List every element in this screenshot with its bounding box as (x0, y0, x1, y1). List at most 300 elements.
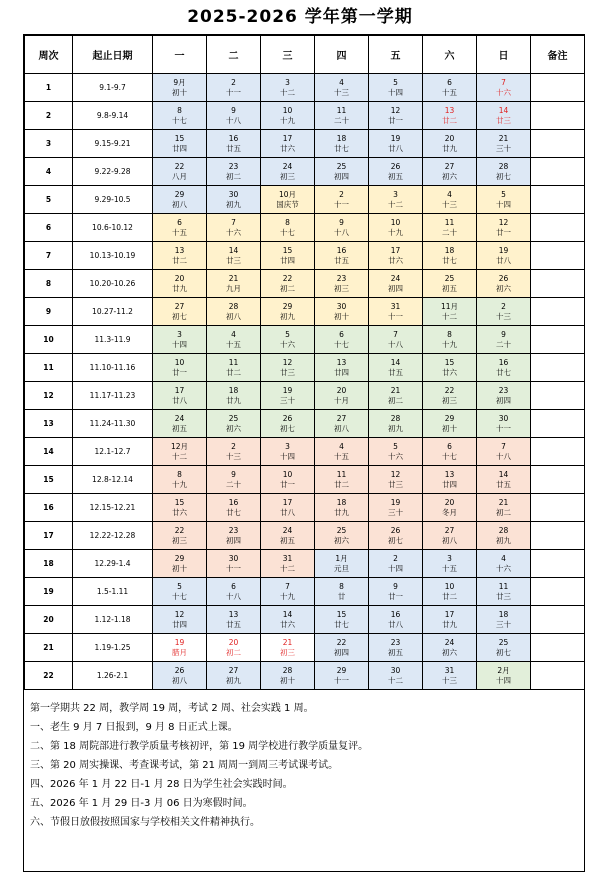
day-date: 29 (174, 189, 185, 199)
day-lunar: 初四 (388, 283, 403, 293)
calendar-body (25, 74, 585, 690)
day-date: 9 (231, 469, 236, 479)
day-date: 4 (339, 77, 344, 87)
day-date: 9月 (173, 77, 186, 87)
day-date: 21 (228, 273, 239, 283)
week-row (25, 550, 585, 578)
remarks-cell (531, 578, 585, 606)
day-lunar: 廿三 (388, 479, 403, 489)
header-sun: 日 (477, 36, 531, 74)
remarks-cell (531, 354, 585, 382)
day-lunar: 十九 (280, 115, 295, 125)
day-lunar: 廿四 (334, 367, 349, 377)
week-number: 4 (25, 158, 73, 186)
day-date: 19 (498, 245, 509, 255)
day-lunar: 十一 (226, 87, 241, 97)
day-date: 26 (390, 161, 401, 171)
day-lunar: 十八 (226, 591, 241, 601)
day-date: 7 (285, 581, 290, 591)
day-lunar: 十五 (226, 339, 241, 349)
day-cell (315, 74, 369, 102)
note-line: 一、老生 9 月 7 日报到，9 月 8 日正式上课。 (30, 722, 238, 733)
day-cell (261, 578, 315, 606)
day-lunar: 十二 (388, 199, 403, 209)
day-lunar: 廿五 (496, 479, 511, 489)
day-cell (477, 578, 531, 606)
header-tue: 二 (207, 36, 261, 74)
day-date: 23 (498, 385, 509, 395)
day-lunar: 二十 (334, 115, 349, 125)
day-date: 16 (390, 609, 401, 619)
day-lunar: 十八 (226, 115, 241, 125)
week-row (25, 634, 585, 662)
day-cell (153, 606, 207, 634)
day-cell (477, 326, 531, 354)
note-line: 三、第 20 周实操课、考查课考试，第 21 周周一到周三考试课考试。 (30, 760, 339, 771)
day-cell (315, 578, 369, 606)
day-lunar: 廿一 (172, 367, 187, 377)
day-lunar: 十九 (172, 479, 187, 489)
day-lunar: 廿 (337, 591, 346, 601)
day-cell (315, 522, 369, 550)
day-lunar: 初八 (172, 199, 187, 209)
day-cell (207, 662, 261, 690)
week-number: 16 (25, 494, 73, 522)
day-cell (369, 606, 423, 634)
remarks-cell (531, 494, 585, 522)
day-cell (369, 494, 423, 522)
day-cell (369, 634, 423, 662)
day-date: 9 (339, 217, 344, 227)
day-lunar: 廿一 (496, 227, 511, 237)
day-date: 23 (228, 161, 239, 171)
day-cell (477, 186, 531, 214)
notes-section (30, 699, 578, 832)
day-date: 16 (498, 357, 509, 367)
day-lunar: 廿一 (388, 591, 403, 601)
day-date: 11 (228, 357, 239, 367)
day-cell (423, 494, 477, 522)
day-cell (423, 522, 477, 550)
week-date-range: 1.19-1.25 (73, 634, 153, 662)
day-cell (315, 270, 369, 298)
day-cell (423, 186, 477, 214)
day-lunar: 十六 (496, 87, 511, 97)
day-lunar: 二十 (226, 479, 241, 489)
day-lunar: 十八 (496, 451, 511, 461)
day-lunar: 廿六 (280, 143, 295, 153)
header-remarks: 备注 (531, 36, 585, 74)
day-lunar: 廿五 (226, 619, 241, 629)
week-date-range: 10.27-11.2 (73, 298, 153, 326)
note-line: 二、第 18 周院部进行教学质量考核初评，第 19 周学校进行教学质量复评。 (30, 741, 369, 752)
day-lunar: 三十 (388, 507, 403, 517)
day-cell (369, 410, 423, 438)
day-date: 7 (501, 77, 506, 87)
day-date: 5 (285, 329, 290, 339)
day-date: 11 (498, 581, 509, 591)
day-date: 11 (336, 469, 347, 479)
day-date: 2 (339, 189, 344, 199)
day-lunar: 初九 (496, 535, 511, 545)
day-lunar: 初十 (172, 563, 187, 573)
day-lunar: 十一 (226, 563, 241, 573)
day-lunar: 初二 (226, 171, 241, 181)
day-date: 24 (444, 637, 455, 647)
day-date: 27 (228, 665, 239, 675)
day-lunar: 初二 (226, 647, 241, 657)
week-row (25, 578, 585, 606)
day-date: 9 (501, 329, 506, 339)
day-date: 20 (228, 637, 239, 647)
day-lunar: 十七 (280, 227, 295, 237)
day-date: 21 (390, 385, 401, 395)
day-date: 23 (390, 637, 401, 647)
day-lunar: 初八 (226, 311, 241, 321)
day-cell (315, 242, 369, 270)
note-line: 四、2026 年 1 月 22 日-1 月 28 日为学生社会实践时间。 (30, 779, 293, 790)
day-lunar: 十二 (280, 563, 295, 573)
day-lunar: 十五 (442, 563, 457, 573)
day-cell (423, 242, 477, 270)
week-number: 20 (25, 606, 73, 634)
day-lunar: 十二 (172, 451, 187, 461)
day-cell (261, 214, 315, 242)
day-lunar: 十三 (442, 199, 457, 209)
day-cell (207, 466, 261, 494)
week-row (25, 410, 585, 438)
day-date: 9 (393, 581, 398, 591)
day-date: 27 (336, 413, 347, 423)
week-number: 8 (25, 270, 73, 298)
day-cell (369, 662, 423, 690)
day-date: 12月 (170, 441, 189, 451)
day-cell (369, 438, 423, 466)
note-line: 六、节假日放假按照国家与学校相关文件精神执行。 (30, 817, 260, 828)
note-line: 五、2026 年 1 月 29 日-3 月 06 日为寒假时间。 (30, 798, 253, 809)
day-date: 18 (228, 385, 239, 395)
day-lunar: 十五 (442, 87, 457, 97)
day-date: 29 (282, 301, 293, 311)
day-cell (153, 186, 207, 214)
header-range: 起止日期 (73, 36, 153, 74)
day-cell (369, 326, 423, 354)
week-date-range: 12.29-1.4 (73, 550, 153, 578)
day-cell (261, 158, 315, 186)
day-lunar: 初二 (496, 507, 511, 517)
day-date: 30 (498, 413, 509, 423)
day-lunar: 十六 (280, 339, 295, 349)
day-lunar: 初三 (280, 171, 295, 181)
header-mon: 一 (153, 36, 207, 74)
day-cell (369, 130, 423, 158)
day-cell (261, 410, 315, 438)
day-date: 12 (390, 469, 401, 479)
day-cell (207, 102, 261, 130)
week-date-range: 10.20-10.26 (73, 270, 153, 298)
day-cell (261, 634, 315, 662)
day-cell (207, 130, 261, 158)
day-lunar: 初七 (496, 647, 511, 657)
day-lunar: 廿四 (442, 479, 457, 489)
day-date: 14 (228, 245, 239, 255)
day-lunar: 初五 (388, 171, 403, 181)
day-cell (261, 438, 315, 466)
day-date: 25 (498, 637, 509, 647)
day-cell (315, 354, 369, 382)
remarks-cell (531, 214, 585, 242)
day-cell (477, 102, 531, 130)
week-number: 2 (25, 102, 73, 130)
day-cell (477, 130, 531, 158)
day-cell (207, 438, 261, 466)
day-lunar: 廿一 (280, 479, 295, 489)
remarks-cell (531, 186, 585, 214)
day-lunar: 国庆节 (276, 199, 299, 209)
day-date: 28 (282, 665, 293, 675)
remarks-cell (531, 158, 585, 186)
day-lunar: 十四 (388, 87, 403, 97)
day-date: 14 (282, 609, 293, 619)
week-date-range: 1.26-2.1 (73, 662, 153, 690)
day-cell (315, 298, 369, 326)
day-cell (423, 130, 477, 158)
day-cell (207, 382, 261, 410)
week-date-range: 11.24-11.30 (73, 410, 153, 438)
day-lunar: 廿七 (496, 367, 511, 377)
day-cell (423, 298, 477, 326)
day-date: 15 (174, 497, 185, 507)
week-date-range: 9.22-9.28 (73, 158, 153, 186)
remarks-cell (531, 466, 585, 494)
day-date: 4 (501, 553, 506, 563)
day-date: 5 (393, 441, 398, 451)
day-lunar: 十月 (334, 395, 349, 405)
week-date-range: 9.1-9.7 (73, 74, 153, 102)
remarks-cell (531, 438, 585, 466)
day-date: 6 (447, 441, 452, 451)
week-number: 17 (25, 522, 73, 550)
day-lunar: 初八 (334, 423, 349, 433)
day-date: 13 (444, 469, 455, 479)
day-date: 12 (174, 609, 185, 619)
week-number: 3 (25, 130, 73, 158)
day-cell (423, 466, 477, 494)
day-date: 17 (390, 245, 401, 255)
day-date: 21 (498, 497, 509, 507)
day-lunar: 廿九 (442, 143, 457, 153)
day-cell (369, 214, 423, 242)
day-lunar: 八月 (172, 171, 187, 181)
day-date: 25 (444, 273, 455, 283)
week-number: 10 (25, 326, 73, 354)
week-number: 7 (25, 242, 73, 270)
day-cell (153, 634, 207, 662)
remarks-cell (531, 634, 585, 662)
remarks-cell (531, 270, 585, 298)
day-date: 6 (339, 329, 344, 339)
day-lunar: 廿七 (334, 143, 349, 153)
day-lunar: 九月 (226, 283, 241, 293)
day-cell (207, 634, 261, 662)
remarks-cell (531, 298, 585, 326)
day-date: 29 (174, 553, 185, 563)
remarks-cell (531, 410, 585, 438)
day-date: 23 (336, 273, 347, 283)
day-date: 19 (390, 133, 401, 143)
day-lunar: 十一 (334, 675, 349, 685)
day-cell (369, 270, 423, 298)
day-cell (261, 466, 315, 494)
day-lunar: 廿五 (226, 143, 241, 153)
day-date: 18 (444, 245, 455, 255)
day-date: 4 (447, 189, 452, 199)
day-lunar: 初四 (334, 647, 349, 657)
day-cell (315, 634, 369, 662)
day-date: 16 (228, 497, 239, 507)
day-date: 26 (282, 413, 293, 423)
day-date: 20 (336, 385, 347, 395)
day-cell (315, 606, 369, 634)
day-date: 23 (228, 525, 239, 535)
week-date-range: 1.5-1.11 (73, 578, 153, 606)
day-lunar: 初八 (442, 535, 457, 545)
week-row (25, 326, 585, 354)
day-lunar: 初十 (442, 423, 457, 433)
note-line: 第一学期共 22 周，教学周 19 周，考试 2 周、社会实践 1 周。 (30, 703, 314, 714)
week-row (25, 438, 585, 466)
day-cell (423, 354, 477, 382)
day-lunar: 廿八 (172, 395, 187, 405)
day-lunar: 初三 (280, 647, 295, 657)
header-wed: 三 (261, 36, 315, 74)
day-cell (207, 550, 261, 578)
day-lunar: 十四 (496, 675, 511, 685)
day-date: 8 (285, 217, 290, 227)
day-cell (423, 550, 477, 578)
day-cell (207, 410, 261, 438)
day-cell (153, 522, 207, 550)
day-cell (153, 578, 207, 606)
day-cell (423, 606, 477, 634)
day-date: 3 (285, 441, 290, 451)
day-lunar: 三十 (496, 143, 511, 153)
week-row (25, 606, 585, 634)
day-date: 27 (174, 301, 185, 311)
day-date: 13 (228, 609, 239, 619)
day-date: 27 (444, 161, 455, 171)
day-date: 28 (498, 161, 509, 171)
day-cell (315, 382, 369, 410)
day-cell (477, 634, 531, 662)
day-cell (477, 214, 531, 242)
week-row (25, 298, 585, 326)
day-date: 12 (282, 357, 293, 367)
day-lunar: 廿九 (442, 619, 457, 629)
day-lunar: 十三 (442, 675, 457, 685)
day-cell (423, 102, 477, 130)
week-number: 12 (25, 382, 73, 410)
day-cell (477, 494, 531, 522)
day-lunar: 初四 (496, 395, 511, 405)
remarks-cell (531, 102, 585, 130)
day-lunar: 廿二 (442, 591, 457, 601)
day-cell (153, 298, 207, 326)
day-lunar: 初六 (496, 283, 511, 293)
day-lunar: 十七 (172, 115, 187, 125)
day-cell (369, 466, 423, 494)
week-date-range: 9.15-9.21 (73, 130, 153, 158)
day-cell (477, 550, 531, 578)
day-date: 14 (498, 105, 509, 115)
day-lunar: 廿七 (334, 619, 349, 629)
week-row (25, 466, 585, 494)
day-date: 11 (444, 217, 455, 227)
day-cell (261, 382, 315, 410)
day-date: 27 (444, 525, 455, 535)
day-date: 21 (282, 637, 293, 647)
day-cell (261, 662, 315, 690)
day-date: 13 (336, 357, 347, 367)
day-cell (423, 382, 477, 410)
day-date: 15 (282, 245, 293, 255)
day-cell (261, 550, 315, 578)
day-cell (153, 662, 207, 690)
day-date: 4 (339, 441, 344, 451)
day-date: 14 (498, 469, 509, 479)
week-row (25, 662, 585, 690)
week-row (25, 270, 585, 298)
day-lunar: 廿四 (172, 143, 187, 153)
day-cell (153, 354, 207, 382)
day-cell (369, 158, 423, 186)
day-date: 26 (498, 273, 509, 283)
day-date: 3 (177, 329, 182, 339)
day-cell (207, 578, 261, 606)
day-cell (207, 354, 261, 382)
day-cell (153, 74, 207, 102)
day-lunar: 初六 (442, 647, 457, 657)
day-lunar: 初二 (388, 395, 403, 405)
day-cell (315, 130, 369, 158)
day-date: 10 (282, 469, 293, 479)
day-cell (315, 550, 369, 578)
day-cell (369, 550, 423, 578)
day-lunar: 廿六 (442, 367, 457, 377)
day-cell (423, 634, 477, 662)
day-lunar: 初九 (226, 199, 241, 209)
day-cell (207, 74, 261, 102)
header-fri: 五 (369, 36, 423, 74)
day-lunar: 十七 (334, 339, 349, 349)
remarks-cell (531, 522, 585, 550)
day-cell (261, 102, 315, 130)
day-cell (315, 102, 369, 130)
day-cell (423, 662, 477, 690)
day-lunar: 廿八 (388, 619, 403, 629)
day-lunar: 廿三 (496, 591, 511, 601)
calendar-table (24, 35, 585, 690)
day-cell (261, 242, 315, 270)
day-date: 28 (228, 301, 239, 311)
day-lunar: 廿六 (388, 255, 403, 265)
day-lunar: 廿二 (334, 479, 349, 489)
day-cell (153, 382, 207, 410)
day-cell (207, 186, 261, 214)
day-lunar: 十五 (334, 451, 349, 461)
day-cell (261, 74, 315, 102)
day-lunar: 十四 (172, 339, 187, 349)
